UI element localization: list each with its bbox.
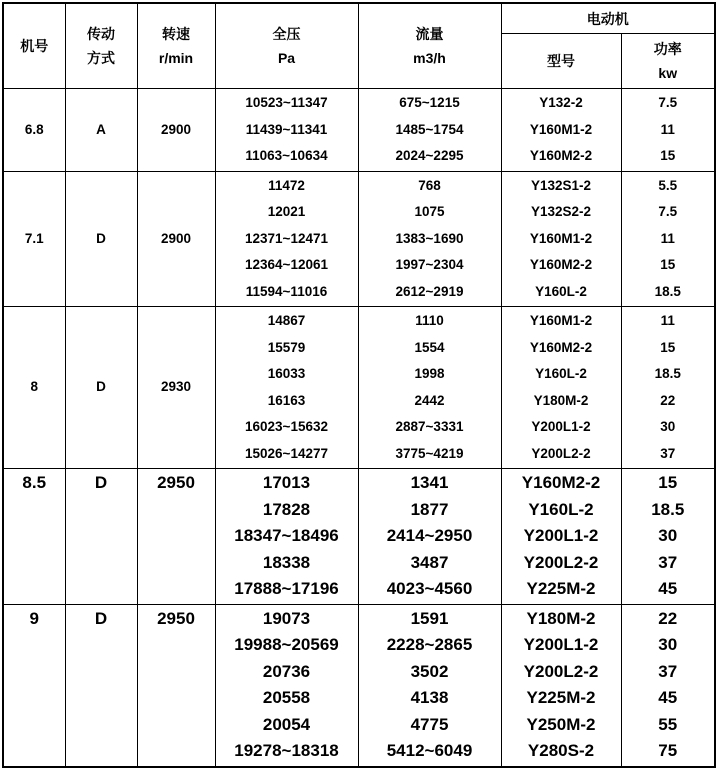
spec-group-row-6.8 <box>3 89 715 172</box>
header-pressure <box>215 3 358 89</box>
speed-cell-text: 2900 <box>160 121 192 137</box>
pressure-value: 18338 <box>262 552 311 572</box>
drive-mode-cell <box>65 469 137 605</box>
power-value: 18.5 <box>654 366 681 381</box>
header-flow <box>358 3 501 89</box>
power-value: 45 <box>658 579 678 598</box>
spec-group-row-8.5 <box>3 469 715 605</box>
power-value: 18.5 <box>654 283 681 299</box>
power-value: 75 <box>658 741 678 760</box>
machine-no-cell <box>3 307 65 469</box>
pressure-value: 15026~14277 <box>245 445 328 461</box>
flow-value-cell <box>358 89 501 172</box>
header-machine-no-label: 机号 <box>20 38 49 54</box>
model-value: Y132S1-2 <box>530 177 592 193</box>
header-drive-line2: 方式 <box>87 50 115 66</box>
model-value: Y200L1-2 <box>531 419 591 434</box>
flow-value: 4138 <box>410 688 449 707</box>
flow-value: 1075 <box>414 204 445 219</box>
power-value: 30 <box>660 419 676 434</box>
header-motor-model <box>501 34 621 89</box>
drive-mode-cell <box>65 604 137 767</box>
power-value: 7.5 <box>658 95 678 110</box>
power-value: 15 <box>660 148 676 163</box>
pressure-value: 19073 <box>262 608 311 628</box>
model-value: Y160L-2 <box>528 499 594 519</box>
pressure-value: 15579 <box>267 339 306 355</box>
flow-value: 1998 <box>414 366 445 381</box>
drive-mode-cell-text: A <box>96 121 106 137</box>
machine-no-cell-text: 6.8 <box>24 121 44 137</box>
model-value-cell <box>501 171 621 307</box>
machine-no-cell-text: 9 <box>29 608 39 628</box>
model-value: Y160M2-2 <box>529 339 593 355</box>
speed-cell <box>137 604 215 767</box>
power-value: 22 <box>660 392 676 408</box>
model-value: Y160M1-2 <box>529 313 593 328</box>
power-value: 7.5 <box>658 204 678 219</box>
flow-value: 1591 <box>410 608 449 628</box>
power-value: 11 <box>660 230 675 246</box>
model-value: Y200L2-2 <box>523 661 599 681</box>
header-pressure-line1: 全压 <box>272 26 301 42</box>
header-flow-line1: 流量 <box>415 26 444 42</box>
flow-value-cell <box>358 604 501 767</box>
power-value: 15 <box>660 339 676 355</box>
power-value: 15 <box>658 473 678 492</box>
power-value: 30 <box>658 526 678 545</box>
flow-value: 5412~6049 <box>386 741 473 760</box>
pressure-value-cell <box>215 469 358 605</box>
flow-value: 1341 <box>410 473 449 492</box>
model-value: Y160M1-2 <box>529 121 593 137</box>
flow-value: 3775~4219 <box>395 445 464 461</box>
speed-cell-text: 2950 <box>157 608 195 628</box>
header-machine-no <box>3 3 65 89</box>
drive-mode-cell-text: D <box>96 230 106 246</box>
flow-value: 2024~2295 <box>395 148 464 163</box>
drive-mode-cell-text: D <box>94 608 108 628</box>
flow-value: 1485~1754 <box>395 121 464 137</box>
pressure-value: 17828 <box>262 499 311 519</box>
machine-no-cell-text: 8 <box>30 379 38 395</box>
header-motor <box>501 3 715 34</box>
model-value: Y200L2-2 <box>523 552 599 572</box>
pressure-value: 11063~10634 <box>245 148 328 163</box>
pressure-value: 20736 <box>262 661 311 681</box>
header-drive-line1: 传动 <box>87 26 115 42</box>
power-value-cell <box>621 89 715 172</box>
machine-no-cell-text: 8.5 <box>22 473 47 492</box>
model-value: Y200L2-2 <box>531 445 591 461</box>
model-value: Y160M2-2 <box>529 148 593 163</box>
fan-spec-table <box>2 2 716 768</box>
power-value: 11 <box>660 313 675 328</box>
flow-value-cell <box>358 307 501 469</box>
header-motor-label: 电动机 <box>586 10 629 27</box>
pressure-value: 12371~12471 <box>245 230 328 246</box>
flow-value: 1110 <box>415 313 444 328</box>
power-value: 37 <box>658 661 678 681</box>
drive-mode-cell-text: D <box>94 473 108 492</box>
model-value: Y225M-2 <box>526 688 596 707</box>
pressure-value: 16023~15632 <box>245 419 328 434</box>
pressure-value-cell <box>215 171 358 307</box>
flow-value: 1877 <box>410 499 449 519</box>
model-value: Y160M2-2 <box>529 257 593 272</box>
flow-value: 675~1215 <box>399 95 460 110</box>
pressure-value: 11439~11341 <box>245 121 328 137</box>
flow-value: 4775 <box>410 714 449 734</box>
header-flow-line2: m3/h <box>413 50 446 66</box>
power-value: 37 <box>658 552 678 572</box>
pressure-value: 11594~11016 <box>245 283 328 299</box>
model-value: Y200L1-2 <box>523 635 599 654</box>
power-value-cell <box>621 469 715 605</box>
model-value: Y225M-2 <box>526 579 596 598</box>
flow-value-cell <box>358 469 501 605</box>
header-power-line1: 功率 <box>653 41 682 58</box>
header-motor-power <box>621 34 715 89</box>
power-value: 18.5 <box>651 499 685 519</box>
flow-value: 1997~2304 <box>395 257 464 272</box>
speed-cell <box>137 89 215 172</box>
flow-value: 4023~4560 <box>386 579 473 598</box>
model-value: Y180M-2 <box>526 608 596 628</box>
model-value: Y280S-2 <box>527 741 595 760</box>
pressure-value: 20558 <box>262 688 311 707</box>
model-value-cell <box>501 89 621 172</box>
model-value: Y200L1-2 <box>523 526 599 545</box>
flow-value: 1383~1690 <box>395 230 464 246</box>
speed-cell <box>137 307 215 469</box>
power-value-cell <box>621 307 715 469</box>
flow-value: 3502 <box>410 661 449 681</box>
header-power-line2: kw <box>658 65 678 82</box>
pressure-value: 10523~11347 <box>245 95 328 110</box>
power-value: 37 <box>660 445 676 461</box>
speed-cell-text: 2930 <box>160 379 192 395</box>
machine-no-cell <box>3 604 65 767</box>
model-value: Y180M-2 <box>533 392 589 408</box>
power-value-cell <box>621 171 715 307</box>
model-value-cell <box>501 604 621 767</box>
power-value-cell <box>621 604 715 767</box>
pressure-value: 18347~18496 <box>234 526 339 545</box>
flow-value: 2887~3331 <box>395 419 464 434</box>
header-speed <box>137 3 215 89</box>
pressure-value-cell <box>215 307 358 469</box>
spec-group-row-9 <box>3 604 715 767</box>
model-value: Y160M2-2 <box>521 473 601 492</box>
power-value: 30 <box>658 635 678 654</box>
power-value: 55 <box>658 714 678 734</box>
flow-value-cell <box>358 171 501 307</box>
model-value: Y160M1-2 <box>529 230 593 246</box>
pressure-value: 12021 <box>267 204 306 219</box>
machine-no-cell <box>3 89 65 172</box>
power-value: 11 <box>660 121 675 137</box>
flow-value: 2442 <box>414 392 445 408</box>
power-value: 45 <box>658 688 678 707</box>
power-value: 22 <box>658 608 678 628</box>
spec-group-row-7.1 <box>3 171 715 307</box>
drive-mode-cell <box>65 89 137 172</box>
flow-value: 3487 <box>410 552 449 572</box>
flow-value: 2414~2950 <box>386 526 473 545</box>
flow-value: 768 <box>418 177 441 193</box>
speed-cell <box>137 469 215 605</box>
pressure-value: 17013 <box>262 473 311 492</box>
pressure-value: 19988~20569 <box>234 635 339 654</box>
machine-no-cell <box>3 171 65 307</box>
pressure-value-cell <box>215 89 358 172</box>
pressure-value: 14867 <box>267 313 306 328</box>
model-value: Y160L-2 <box>535 366 587 381</box>
flow-value: 2612~2919 <box>395 283 464 299</box>
header-speed-line2: r/min <box>158 50 194 66</box>
model-value: Y132S2-2 <box>530 204 592 219</box>
drive-mode-cell <box>65 171 137 307</box>
flow-value: 1554 <box>414 339 445 355</box>
speed-cell-text: 2900 <box>160 230 192 246</box>
pressure-value-cell <box>215 604 358 767</box>
pressure-value: 16033 <box>267 366 306 381</box>
flow-value: 2228~2865 <box>386 635 473 654</box>
header-drive-mode <box>65 3 137 89</box>
pressure-value: 19278~18318 <box>234 741 339 760</box>
machine-no-cell-text: 7.1 <box>24 230 44 246</box>
power-value: 15 <box>660 257 676 272</box>
drive-mode-cell <box>65 307 137 469</box>
model-value-cell <box>501 307 621 469</box>
header-motor-model-label: 型号 <box>547 53 575 70</box>
spec-group-row-8 <box>3 307 715 469</box>
table-header <box>3 3 715 89</box>
spec-table-body <box>3 89 715 767</box>
model-value-cell <box>501 469 621 605</box>
speed-cell <box>137 171 215 307</box>
machine-no-cell <box>3 469 65 605</box>
header-speed-line1: 转速 <box>162 26 190 42</box>
header-pressure-line2: Pa <box>277 50 296 66</box>
model-value: Y250M-2 <box>526 714 596 734</box>
power-value: 5.5 <box>658 177 678 193</box>
pressure-value: 11472 <box>268 177 305 193</box>
pressure-value: 17888~17196 <box>234 579 339 598</box>
model-value: Y160L-2 <box>535 283 587 299</box>
pressure-value: 16163 <box>267 392 306 408</box>
speed-cell-text: 2950 <box>157 473 195 492</box>
pressure-value: 20054 <box>262 714 311 734</box>
drive-mode-cell-text: D <box>96 379 106 395</box>
model-value: Y132-2 <box>539 95 583 110</box>
pressure-value: 12364~12061 <box>245 257 328 272</box>
